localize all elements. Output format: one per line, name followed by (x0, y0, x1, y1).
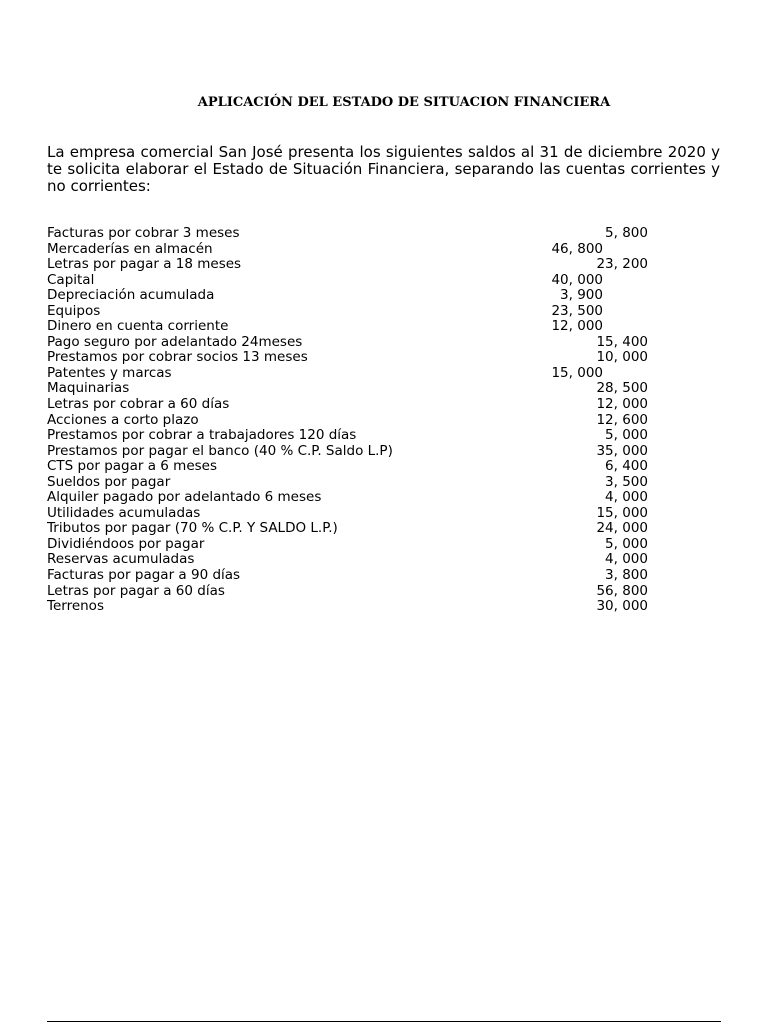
account-amount: 3, 900 (560, 287, 603, 304)
account-amount: 5, 000 (605, 427, 648, 444)
account-amount: 12, 000 (551, 318, 603, 335)
intro-paragraph: La empresa comercial San José presenta los siguientes saldos al 31 de diciembre 2020 y te solicita elaborar el Estado de Situación Financiera, separando las cuentas corrientes y no corrientes: (47, 143, 720, 195)
account-row (47, 506, 687, 522)
account-row (47, 319, 687, 335)
account-amount: 5, 800 (605, 225, 648, 241)
account-amount: 3, 500 (605, 473, 648, 490)
account-amount: 40, 000 (551, 271, 603, 288)
account-amount: 56, 800 (596, 582, 648, 599)
account-row (47, 288, 687, 304)
account-amount: 3, 800 (605, 567, 648, 584)
account-amount: 23, 500 (551, 302, 603, 319)
account-amount: 4, 000 (605, 489, 648, 506)
account-amount: 12, 600 (596, 411, 648, 428)
account-row (47, 568, 687, 584)
account-label: Prestamos por cobrar a trabajadores 120 días (47, 427, 357, 444)
account-amount: 4, 000 (605, 551, 648, 568)
account-balances-list (47, 226, 687, 615)
account-row (47, 350, 687, 366)
account-amount: 28, 500 (596, 380, 648, 397)
account-label: CTS por pagar a 6 meses (47, 458, 218, 475)
account-row (47, 397, 687, 413)
account-amount: 35, 000 (596, 442, 648, 459)
account-label: Maquinarias (47, 380, 130, 397)
account-row (47, 444, 687, 460)
account-label: Acciones a corto plazo (47, 411, 199, 428)
account-label: Letras por pagar a 18 meses (47, 256, 242, 273)
document-title: APLICACIÓN DEL ESTADO DE SITUACION FINANCIERA (197, 95, 611, 110)
account-label: Dividiéndoos por pagar (47, 535, 205, 552)
account-row (47, 584, 687, 600)
account-label: Depreciación acumulada (47, 287, 215, 304)
account-label: Capital (47, 271, 95, 288)
account-row (47, 273, 687, 289)
account-amount: 24, 000 (596, 520, 648, 537)
account-label: Letras por pagar a 60 días (47, 582, 225, 599)
account-label: Utilidades acumuladas (47, 504, 201, 521)
account-amount: 15, 000 (551, 364, 603, 381)
account-row (47, 475, 687, 491)
account-row (47, 242, 687, 258)
account-label: Prestamos por cobrar socios 13 meses (47, 349, 308, 366)
account-row (47, 366, 687, 382)
account-row (47, 521, 687, 537)
account-amount: 10, 000 (596, 349, 648, 366)
account-amount: 6, 400 (605, 458, 648, 475)
account-row (47, 413, 687, 429)
account-amount: 30, 000 (596, 598, 648, 615)
account-label: Facturas por cobrar 3 meses (47, 225, 240, 241)
account-label: Prestamos por pagar el banco (40 % C.P. Saldo L.P) (47, 442, 393, 459)
account-label: Pago seguro por adelantado 24meses (47, 333, 303, 350)
account-row (47, 335, 687, 351)
account-amount: 5, 000 (605, 535, 648, 552)
account-row (47, 257, 687, 273)
account-row (47, 459, 687, 475)
account-label: Equipos (47, 302, 101, 319)
footer-divider (47, 1021, 721, 1022)
account-row (47, 428, 687, 444)
account-amount: 15, 400 (596, 333, 648, 350)
account-row (47, 381, 687, 397)
account-amount: 23, 200 (596, 256, 648, 273)
account-label: Facturas por pagar a 90 días (47, 567, 241, 584)
account-row (47, 537, 687, 553)
account-amount: 46, 800 (551, 240, 603, 257)
account-row (47, 304, 687, 320)
account-label: Sueldos por pagar (47, 473, 171, 490)
account-label: Letras por cobrar a 60 días (47, 396, 230, 413)
account-label: Reservas acumuladas (47, 551, 195, 568)
account-amount: 15, 000 (596, 504, 648, 521)
account-amount: 12, 000 (596, 396, 648, 413)
account-row (47, 226, 687, 242)
account-row (47, 552, 687, 568)
account-label: Mercaderías en almacén (47, 240, 213, 257)
account-label: Tributos por pagar (70 % C.P. Y SALDO L.P.) (47, 520, 338, 537)
account-label: Terrenos (47, 598, 104, 615)
account-label: Patentes y marcas (47, 364, 172, 381)
account-row (47, 599, 687, 615)
account-row (47, 490, 687, 506)
account-label: Dinero en cuenta corriente (47, 318, 229, 335)
account-label: Alquiler pagado por adelantado 6 meses (47, 489, 322, 506)
